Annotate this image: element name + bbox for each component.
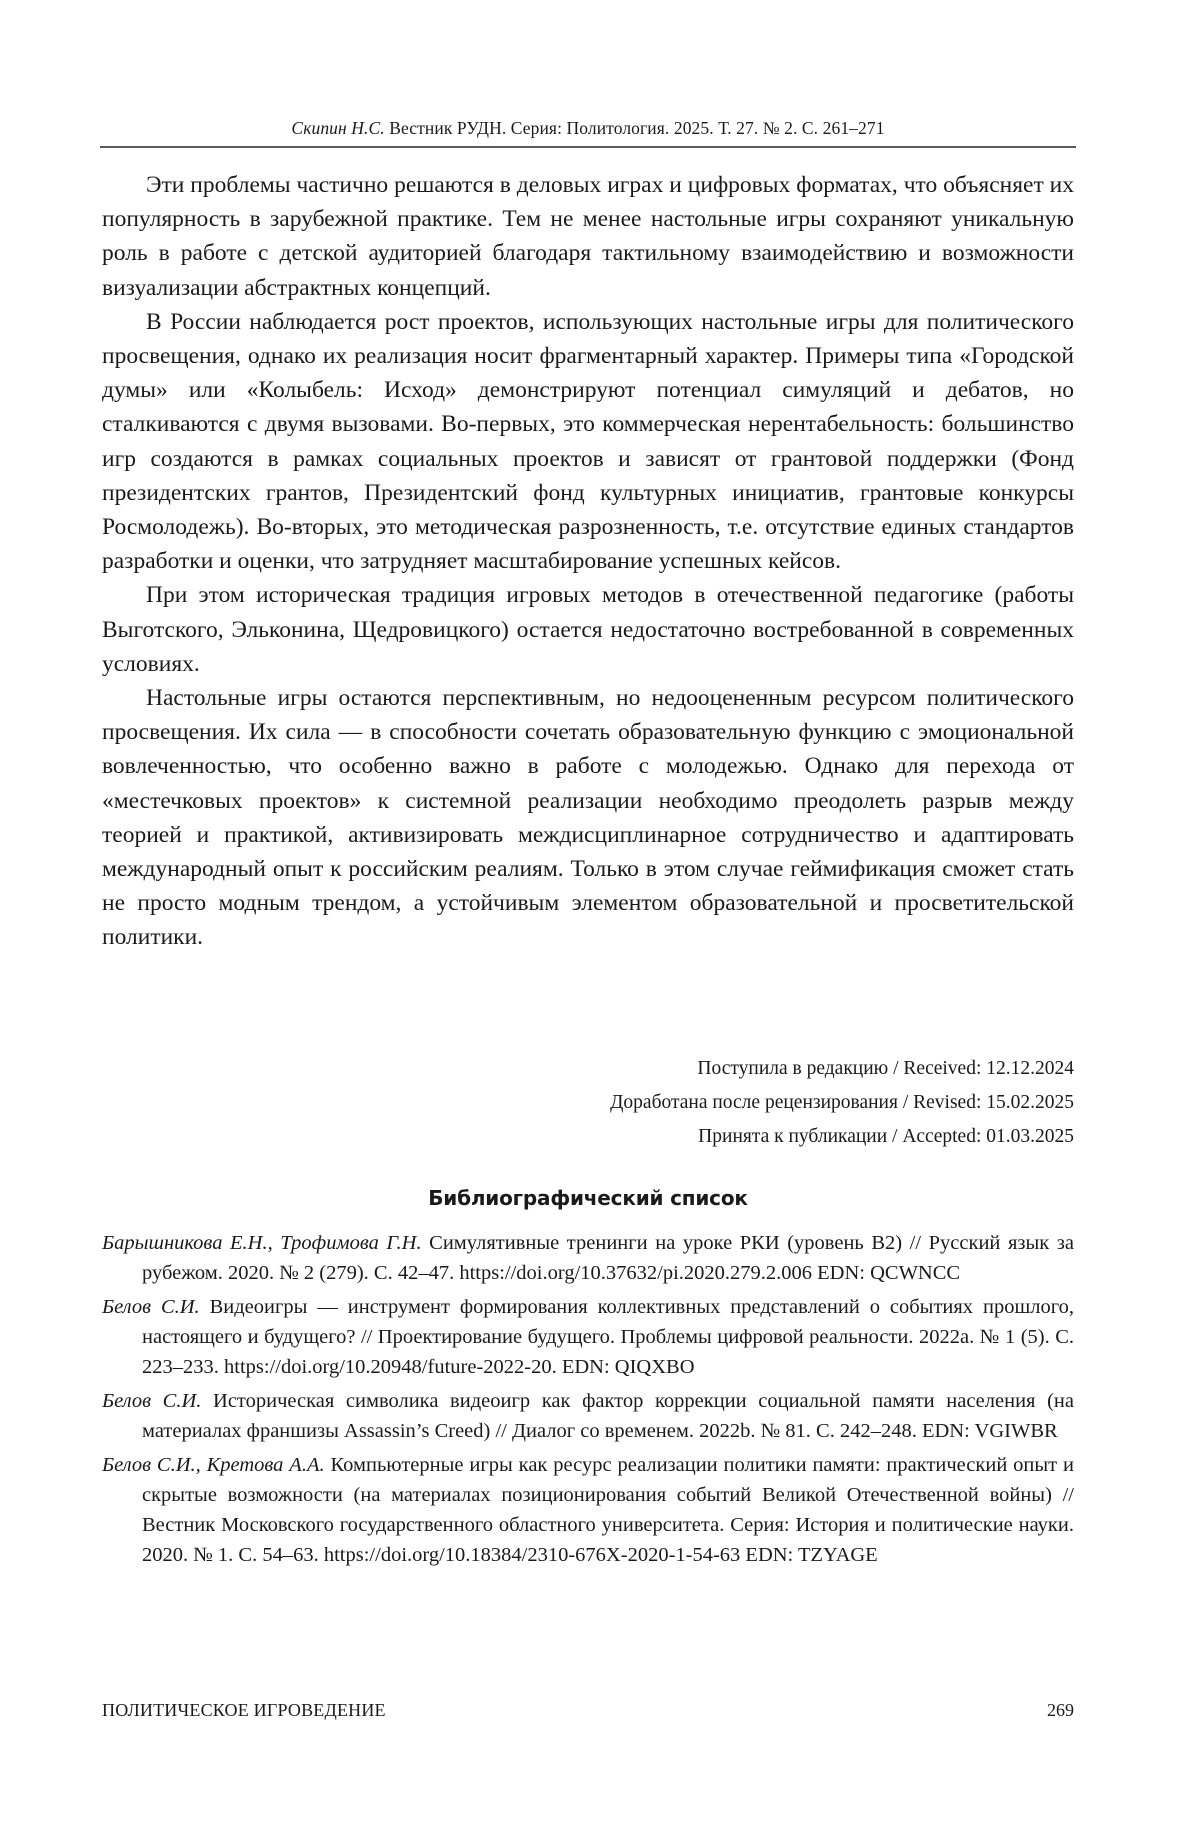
header-author: Скипин Н.С. [291, 118, 385, 138]
body-paragraph: В России наблюдается рост проектов, использующих настольные игры для политического просвещения, однако их реализация носит фрагментарный характер. Примеры типа «Городской думы» или «Колыбель: Исход» демонстрируют потенциал симуляций и дебатов, но сталкиваются с двумя вызовами. Во-первых, это коммерческая нерентабельность: большинство игр создаются в рамках социальных проектов и зависят от грантовой поддержки (Фонд президентских грантов, Президентский фонд культурных инициатив, грантовые конкурсы Росмолодежь). Во-вторых, это методическая разрозненность, т.е. отсутствие единых стандартов разработки и оценки, что затрудняет масштабирование успешных кейсов. [102, 308, 1074, 575]
reference-item [102, 1450, 1074, 1570]
reference-authors: Барышникова Е.Н., Трофимова Г.Н. [102, 1232, 422, 1254]
reference-text: Историческая символика видеоигр как фактор коррекции социальной памяти населения (на материалах франшизы Assassin’s Creed) // Диалог со временем. 2022b. № 81. С. 242–248. EDN: VGIWBR [142, 1390, 1074, 1442]
article-body [102, 168, 1074, 955]
body-paragraph: Эти проблемы частично решаются в деловых играх и цифровых форматах, что объясняет их популярность в зарубежной практике. Тем не менее настольные игры сохраняют уникальную роль в работе с детской аудиторией благодаря тактильному взаимодействию и возможности визуализации абстрактных концепций. [102, 172, 1074, 301]
header-divider [100, 146, 1076, 148]
reference-authors: Белов С.И. [102, 1296, 200, 1318]
body-paragraph: При этом историческая традиция игровых методов в отечественной педагогике (работы Выготского, Эльконина, Щедровицкого) остается недостаточно востребованной в современных условиях. [102, 582, 1074, 677]
page-number: 269 [1047, 1700, 1074, 1720]
footer-section-title: ПОЛИТИЧЕСКОЕ ИГРОВЕДЕНИЕ [102, 1700, 386, 1720]
reference-text: Симулятивные тренинги на уроке РКИ (уровень B2) // Русский язык за рубежом. 2020. № 2 (279). С. 42–47. https://doi.org/10.37632/pi.2020.279.2.006 EDN: QCWNCC [142, 1232, 1074, 1284]
article-history [400, 1052, 1074, 1154]
reference-authors: Белов С.И. [102, 1390, 202, 1412]
running-header [100, 118, 1076, 139]
reference-item [102, 1228, 1074, 1288]
accepted-date: Принята к публикации / Accepted: 01.03.2025 [698, 1126, 1074, 1147]
reference-item [102, 1386, 1074, 1446]
header-citation: Вестник РУДН. Серия: Политология. 2025. Т. 27. № 2. С. 261–271 [384, 118, 885, 138]
reference-list [102, 1228, 1074, 1574]
body-paragraph: Настольные игры остаются перспективным, но недооцененным ресурсом политического просвещения. Их сила — в способности сочетать образовательную функцию с эмоциональной вовлеченностью, что особенно важно в работе с молодежью. Однако для перехода от «местечковых проектов» к системной реализации необходимо преодолеть разрыв между теорией и практикой, активизировать междисциплинарное сотрудничество и адаптировать международный опыт к российским реалиям. Только в этом случае геймификация сможет стать не просто модным трендом, а устойчивым элементом образовательной и просветительской политики. [102, 685, 1074, 951]
reference-item [102, 1292, 1074, 1382]
received-date: Поступила в редакцию / Received: 12.12.2024 [697, 1058, 1074, 1079]
reference-authors: Белов С.И., Кретова А.А. [102, 1454, 325, 1476]
bibliography-heading: Библиографический список [428, 1186, 748, 1210]
revised-date: Доработана после рецензирования / Revised: 15.02.2025 [610, 1092, 1074, 1113]
reference-text: Видеоигры — инструмент формирования коллективных представлений о событиях прошлого, настоящего и будущего? // Проектирование будущего. Проблемы цифровой реальности. 2022a. № 1 (5). С. 223–233. https://doi.org/10.20948/future-2022-20. EDN: QIQXBO [142, 1296, 1074, 1378]
reference-text: Компьютерные игры как ресурс реализации политики памяти: практический опыт и скрытые возможности (на материалах позиционирования событий Великой Отечественной войны) // Вестник Московского государственного областного университета. Серия: История и политические науки. 2020. № 1. С. 54–63. https://doi.org/10.18384/2310-676X-2020-1-54-63 EDN: TZYAGE [142, 1454, 1075, 1566]
